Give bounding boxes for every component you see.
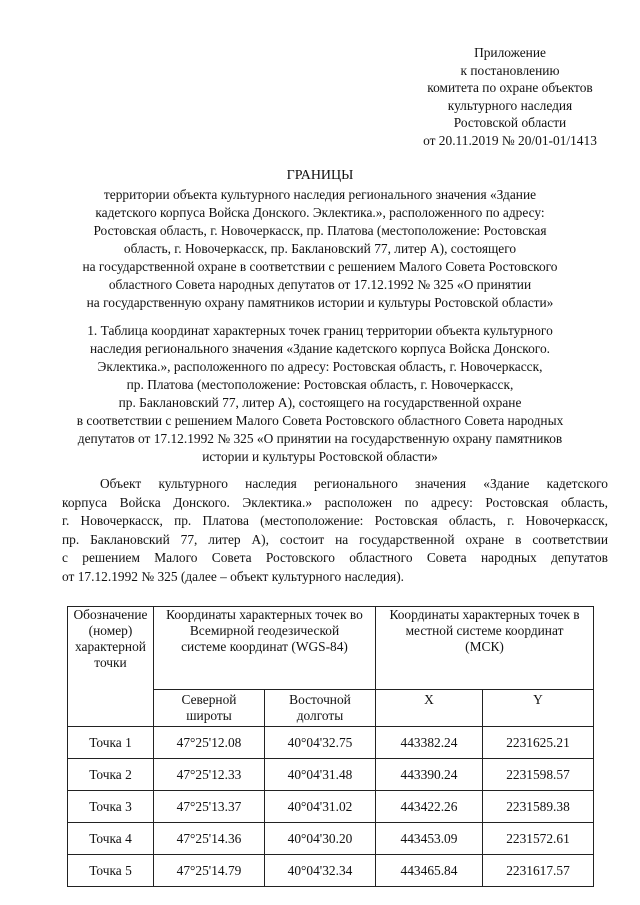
caption-line: в соответствии с решением Малого Совета Ростовского областного Совета народных bbox=[76, 413, 564, 428]
subheader-y: Y bbox=[483, 690, 594, 727]
subheader-line: Северной bbox=[181, 692, 237, 707]
appendix-block bbox=[380, 44, 640, 150]
table-row bbox=[68, 855, 594, 887]
cell-east: 40°04'31.48 bbox=[265, 759, 376, 791]
header-line: (МСК) bbox=[465, 639, 504, 654]
title-line: Ростовская область, г. Новочеркасск, пр. Платова (местоположение: Ростовская bbox=[93, 223, 547, 238]
header-line: Обозначение bbox=[73, 607, 148, 622]
table-row bbox=[68, 823, 594, 855]
title-line: областного Совета народных депутатов от 17.12.1992 № 325 «О принятии bbox=[108, 277, 532, 292]
header-wgs84 bbox=[154, 607, 376, 690]
paragraph-line: от 17.12.1992 № 325 (далее – объект культурного наследия). bbox=[62, 568, 405, 584]
table-header-row bbox=[68, 607, 594, 690]
cell-north: 47°25'12.33 bbox=[154, 759, 265, 791]
cell-north: 47°25'12.08 bbox=[154, 727, 265, 759]
cell-east: 40°04'31.02 bbox=[265, 791, 376, 823]
cell-x: 443390.24 bbox=[376, 759, 483, 791]
cell-point: Точка 1 bbox=[68, 727, 154, 759]
paragraph-line: корпуса Войска Донского. Эклектика.» расположен по адресу: Ростовская область, bbox=[62, 494, 608, 510]
header-msk bbox=[376, 607, 594, 690]
cell-north: 47°25'14.79 bbox=[154, 855, 265, 887]
caption-line: истории и культуры Ростовской области» bbox=[202, 449, 438, 464]
subheader-x: X bbox=[376, 690, 483, 727]
table-row bbox=[68, 791, 594, 823]
header-line: Координаты характерных точек в bbox=[389, 607, 580, 622]
coordinates-table bbox=[67, 606, 594, 887]
header-line: Всемирной геодезической bbox=[189, 623, 340, 638]
cell-north: 47°25'14.36 bbox=[154, 823, 265, 855]
appendix-date-number: от 20.11.2019 № 20/01-01/1413 bbox=[423, 132, 597, 148]
paragraph-line: Объект культурного наследия регионального значения «Здание кадетского bbox=[100, 476, 608, 491]
header-point-designation bbox=[68, 607, 154, 727]
cell-point: Точка 4 bbox=[68, 823, 154, 855]
table-caption bbox=[40, 322, 600, 466]
cell-y: 2231598.57 bbox=[483, 759, 594, 791]
caption-line: пр. Баклановский 77, литер А), состоящего на государственной охране bbox=[118, 395, 522, 410]
header-line: (номер) bbox=[88, 623, 133, 638]
header-line: характерной bbox=[75, 639, 146, 654]
cell-y: 2231625.21 bbox=[483, 727, 594, 759]
header-line: точки bbox=[94, 655, 127, 670]
subheader-east-longitude bbox=[265, 690, 376, 727]
cell-x: 443382.24 bbox=[376, 727, 483, 759]
appendix-line: Ростовской области bbox=[453, 115, 567, 131]
title-line: кадетского корпуса Войска Донского. Эклектика.», расположенного по адресу: bbox=[95, 205, 545, 220]
title-line: на государственной охране в соответствии с решением Малого Совета Ростовского bbox=[82, 259, 558, 274]
appendix-line: к постановлению bbox=[460, 62, 560, 78]
cell-point: Точка 5 bbox=[68, 855, 154, 887]
cell-point: Точка 3 bbox=[68, 791, 154, 823]
cell-north: 47°25'13.37 bbox=[154, 791, 265, 823]
title-line: область, г. Новочеркасск, пр. Баклановский 77, литер А), состоящего bbox=[123, 241, 517, 256]
caption-line: 1. Таблица координат характерных точек границ территории объекта культурного bbox=[87, 323, 553, 338]
cell-point: Точка 2 bbox=[68, 759, 154, 791]
cell-east: 40°04'32.34 bbox=[265, 855, 376, 887]
paragraph-line: пр. Баклановский 77, литер А), состоит на государственной охране в соответствии bbox=[62, 531, 608, 547]
header-line: Координаты характерных точек во bbox=[166, 607, 363, 622]
cell-x: 443465.84 bbox=[376, 855, 483, 887]
table-row bbox=[68, 759, 594, 791]
title-line: на государственную охрану памятников истории и культуры Ростовской области» bbox=[86, 295, 554, 310]
cell-x: 443422.26 bbox=[376, 791, 483, 823]
caption-line: депутатов от 17.12.1992 № 325 «О принятии на государственную охрану памятников bbox=[77, 431, 563, 446]
cell-y: 2231617.57 bbox=[483, 855, 594, 887]
header-line: системе координат (WGS-84) bbox=[181, 639, 348, 654]
document-title bbox=[40, 167, 600, 312]
cell-east: 40°04'32.75 bbox=[265, 727, 376, 759]
caption-line: наследия регионального значения «Здание кадетского корпуса Войска Донского. bbox=[89, 341, 551, 356]
heading: ГРАНИЦЫ bbox=[286, 168, 354, 183]
cell-x: 443453.09 bbox=[376, 823, 483, 855]
title-line: территории объекта культурного наследия регионального значения «Здание bbox=[103, 187, 537, 202]
cell-y: 2231589.38 bbox=[483, 791, 594, 823]
subheader-line: Восточной bbox=[289, 692, 351, 707]
paragraph-line: г. Новочеркасск, пр. Платова (местоположение: Ростовская область, г. Новочеркасск, bbox=[62, 513, 608, 528]
paragraph-line: с решением Малого Совета Ростовского областного Совета народных депутатов bbox=[62, 550, 608, 565]
header-line: местной системе координат bbox=[405, 623, 564, 638]
subheader-line: широты bbox=[186, 708, 232, 723]
appendix-line: Приложение bbox=[474, 45, 546, 60]
subheader-north-latitude bbox=[154, 690, 265, 727]
appendix-line: комитета по охране объектов bbox=[427, 80, 593, 96]
caption-line: пр. Платова (местоположение: Ростовская область, г. Новочеркасск, bbox=[126, 377, 514, 392]
subheader-line: долготы bbox=[296, 708, 344, 723]
appendix-line: культурного наследия bbox=[447, 97, 573, 113]
table-row bbox=[68, 727, 594, 759]
caption-line: Эклектика.», расположенного по адресу: Ростовская область, г. Новочеркасск, bbox=[97, 359, 543, 374]
description-paragraph bbox=[62, 475, 608, 586]
cell-y: 2231572.61 bbox=[483, 823, 594, 855]
cell-east: 40°04'30.20 bbox=[265, 823, 376, 855]
